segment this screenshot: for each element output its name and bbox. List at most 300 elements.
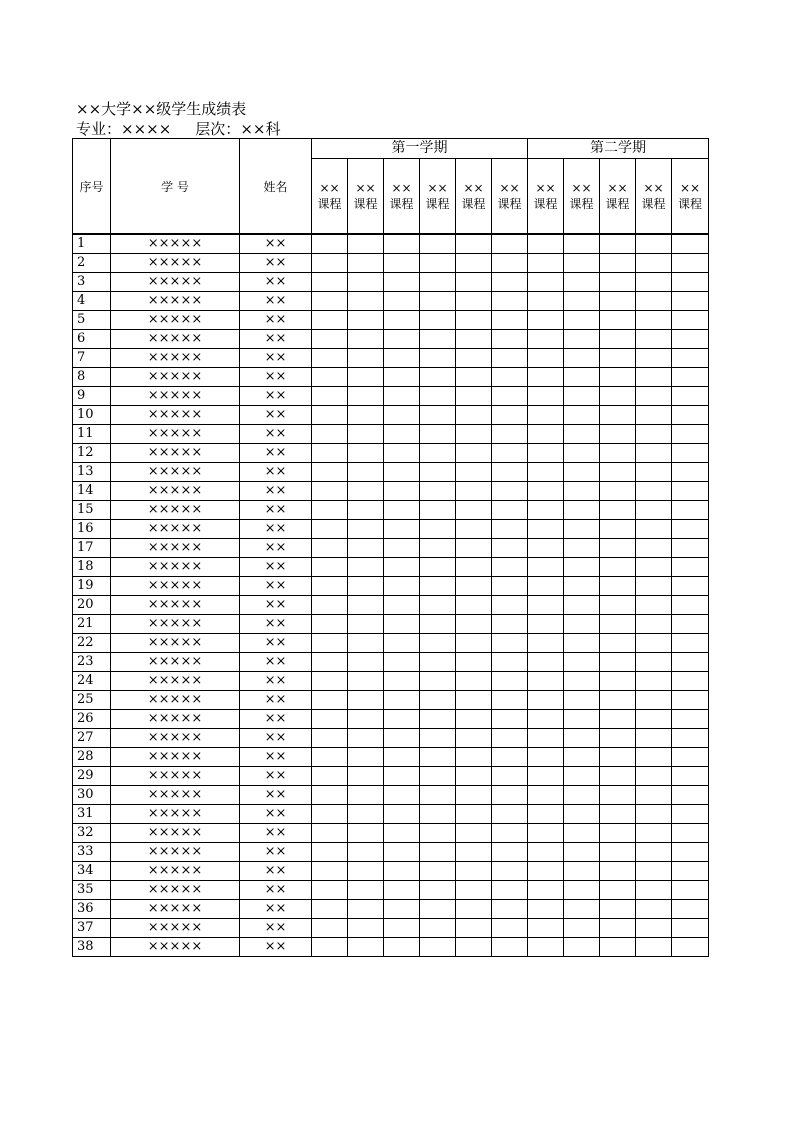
grade-cell xyxy=(528,710,564,729)
grade-cell xyxy=(456,805,492,824)
grade-cell xyxy=(600,406,636,425)
row-number: 18 xyxy=(73,558,111,577)
grade-cell xyxy=(636,254,672,273)
grade-cell xyxy=(492,292,528,311)
student-id-cell: ××××× xyxy=(111,235,240,254)
grade-cell xyxy=(456,938,492,957)
grade-cell xyxy=(564,463,600,482)
table-row xyxy=(73,843,709,862)
grade-cell xyxy=(600,691,636,710)
grade-cell xyxy=(564,558,600,577)
row-number: 7 xyxy=(73,349,111,368)
grade-cell xyxy=(528,482,564,501)
grade-cell xyxy=(312,558,348,577)
grade-cell xyxy=(636,653,672,672)
grade-cell xyxy=(348,729,384,748)
course-header xyxy=(348,159,384,234)
student-name-cell: ×× xyxy=(240,425,312,444)
row-number: 28 xyxy=(73,748,111,767)
grade-cell xyxy=(384,748,420,767)
student-name-cell: ×× xyxy=(240,824,312,843)
grade-cell xyxy=(564,539,600,558)
grades-table xyxy=(72,138,709,957)
grade-cell xyxy=(564,900,600,919)
grade-cell xyxy=(420,824,456,843)
course-header xyxy=(636,159,672,234)
student-id-cell: ××××× xyxy=(111,615,240,634)
course-header-prefix: ×× xyxy=(571,181,592,195)
grade-cell xyxy=(420,900,456,919)
grade-cell xyxy=(672,235,709,254)
grade-cell xyxy=(528,919,564,938)
grade-cell xyxy=(492,368,528,387)
grade-cell xyxy=(672,938,709,957)
grade-cell xyxy=(420,235,456,254)
grade-cell xyxy=(600,672,636,691)
grade-cell xyxy=(384,938,420,957)
table-row xyxy=(73,691,709,710)
grade-cell xyxy=(492,729,528,748)
grade-cell xyxy=(384,843,420,862)
grade-cell xyxy=(456,539,492,558)
grade-cell xyxy=(312,900,348,919)
grade-cell xyxy=(492,672,528,691)
grade-cell xyxy=(636,843,672,862)
grade-cell xyxy=(312,824,348,843)
grade-cell xyxy=(636,691,672,710)
grade-cell xyxy=(384,520,420,539)
grade-cell xyxy=(600,729,636,748)
grade-cell xyxy=(672,330,709,349)
grade-cell xyxy=(348,653,384,672)
grade-cell xyxy=(528,425,564,444)
student-id-cell: ××××× xyxy=(111,558,240,577)
course-header-label: 课程 xyxy=(461,197,486,211)
row-number: 21 xyxy=(73,615,111,634)
grade-cell xyxy=(492,862,528,881)
row-number: 3 xyxy=(73,273,111,292)
course-header xyxy=(312,159,348,234)
header-student-id: 学 号 xyxy=(111,139,240,234)
grade-cell xyxy=(384,368,420,387)
student-id-cell: ××××× xyxy=(111,387,240,406)
grade-cell xyxy=(384,444,420,463)
grade-cell xyxy=(564,748,600,767)
grade-cell xyxy=(348,805,384,824)
grade-cell xyxy=(492,558,528,577)
grade-cell xyxy=(672,444,709,463)
student-id-cell: ××××× xyxy=(111,254,240,273)
grade-cell xyxy=(672,463,709,482)
grade-cell xyxy=(456,387,492,406)
table-row xyxy=(73,254,709,273)
grade-cell xyxy=(312,292,348,311)
student-name-cell: ×× xyxy=(240,235,312,254)
table-row xyxy=(73,900,709,919)
grade-cell xyxy=(528,748,564,767)
grade-cell xyxy=(384,235,420,254)
grade-cell xyxy=(672,843,709,862)
table-row xyxy=(73,463,709,482)
grade-cell xyxy=(492,235,528,254)
table-row xyxy=(73,235,709,254)
grade-cell xyxy=(528,672,564,691)
grade-cell xyxy=(636,311,672,330)
grade-cell xyxy=(384,406,420,425)
grade-cell xyxy=(348,634,384,653)
grade-cell xyxy=(384,273,420,292)
grade-cell xyxy=(384,501,420,520)
row-number: 4 xyxy=(73,292,111,311)
course-header xyxy=(492,159,528,234)
grade-cell xyxy=(528,805,564,824)
student-name-cell: ×× xyxy=(240,539,312,558)
grade-cell xyxy=(492,273,528,292)
grade-cell xyxy=(312,254,348,273)
course-header xyxy=(528,159,564,234)
grade-cell xyxy=(492,653,528,672)
grade-cell xyxy=(564,634,600,653)
grade-cell xyxy=(312,862,348,881)
grade-cell xyxy=(420,615,456,634)
grade-cell xyxy=(384,311,420,330)
grade-cell xyxy=(384,900,420,919)
row-number: 34 xyxy=(73,862,111,881)
row-number: 30 xyxy=(73,786,111,805)
major-label: 专业： xyxy=(76,120,122,138)
table-row xyxy=(73,539,709,558)
grade-cell xyxy=(312,406,348,425)
grade-cell xyxy=(420,881,456,900)
student-name-cell: ×× xyxy=(240,482,312,501)
grade-cell xyxy=(672,900,709,919)
table-row xyxy=(73,748,709,767)
grade-cell xyxy=(348,881,384,900)
grade-cell xyxy=(636,767,672,786)
grade-cell xyxy=(672,539,709,558)
grade-cell xyxy=(492,387,528,406)
grade-cell xyxy=(312,748,348,767)
course-header xyxy=(564,159,600,234)
student-id-cell: ××××× xyxy=(111,748,240,767)
grade-cell xyxy=(636,235,672,254)
grade-cell xyxy=(492,254,528,273)
grade-cell xyxy=(636,444,672,463)
grade-cell xyxy=(420,463,456,482)
grade-cell xyxy=(420,539,456,558)
grade-cell xyxy=(384,919,420,938)
grade-cell xyxy=(456,330,492,349)
grade-cell xyxy=(348,691,384,710)
grade-cell xyxy=(600,862,636,881)
grade-cell xyxy=(348,482,384,501)
grade-cell xyxy=(672,406,709,425)
grade-cell xyxy=(672,501,709,520)
row-number: 15 xyxy=(73,501,111,520)
student-id-cell: ××××× xyxy=(111,292,240,311)
grade-cell xyxy=(384,672,420,691)
grade-cell xyxy=(636,520,672,539)
grade-cell xyxy=(312,653,348,672)
grade-cell xyxy=(420,786,456,805)
grade-cell xyxy=(600,653,636,672)
grade-cell xyxy=(420,729,456,748)
grade-cell xyxy=(528,558,564,577)
grade-cell xyxy=(348,501,384,520)
grade-cell xyxy=(672,634,709,653)
grade-cell xyxy=(564,292,600,311)
row-number: 38 xyxy=(73,938,111,957)
grade-cell xyxy=(348,387,384,406)
grade-cell xyxy=(528,767,564,786)
grade-cell xyxy=(312,843,348,862)
grade-cell xyxy=(384,596,420,615)
student-name-cell: ×× xyxy=(240,767,312,786)
grade-cell xyxy=(420,938,456,957)
grade-cell xyxy=(600,292,636,311)
grade-cell xyxy=(528,596,564,615)
grade-cell xyxy=(600,824,636,843)
student-name-cell: ×× xyxy=(240,558,312,577)
grade-cell xyxy=(492,539,528,558)
grade-cell xyxy=(420,349,456,368)
grade-cell xyxy=(600,482,636,501)
grade-cell xyxy=(636,501,672,520)
grade-cell xyxy=(564,862,600,881)
grade-cell xyxy=(384,786,420,805)
student-id-cell: ××××× xyxy=(111,444,240,463)
grade-cell xyxy=(564,843,600,862)
course-header-label: 课程 xyxy=(497,197,522,211)
grade-cell xyxy=(420,368,456,387)
grade-cell xyxy=(456,444,492,463)
student-name-cell: ×× xyxy=(240,634,312,653)
student-id-cell: ××××× xyxy=(111,482,240,501)
header-semester-1: 第一学期 xyxy=(312,139,528,159)
student-id-cell: ××××× xyxy=(111,938,240,957)
course-header-label: 课程 xyxy=(678,197,703,211)
student-id-cell: ××××× xyxy=(111,368,240,387)
student-id-cell: ××××× xyxy=(111,862,240,881)
grade-cell xyxy=(528,368,564,387)
grade-cell xyxy=(420,672,456,691)
grade-cell xyxy=(528,539,564,558)
grade-cell xyxy=(672,577,709,596)
grade-cell xyxy=(564,349,600,368)
grade-cell xyxy=(672,805,709,824)
course-header xyxy=(384,159,420,234)
table-row xyxy=(73,805,709,824)
grade-cell xyxy=(312,710,348,729)
grade-cell xyxy=(420,577,456,596)
student-id-cell: ××××× xyxy=(111,767,240,786)
grade-cell xyxy=(456,273,492,292)
grade-cell xyxy=(384,767,420,786)
grade-cell xyxy=(672,710,709,729)
grade-cell xyxy=(348,900,384,919)
row-number: 17 xyxy=(73,539,111,558)
row-number: 9 xyxy=(73,387,111,406)
grade-cell xyxy=(420,558,456,577)
grade-cell xyxy=(672,729,709,748)
grade-cell xyxy=(384,577,420,596)
row-number: 23 xyxy=(73,653,111,672)
grade-cell xyxy=(456,558,492,577)
grade-cell xyxy=(636,387,672,406)
grade-cell xyxy=(312,615,348,634)
grade-cell xyxy=(636,425,672,444)
grade-cell xyxy=(600,273,636,292)
grade-cell xyxy=(492,311,528,330)
grade-cell xyxy=(348,577,384,596)
grade-cell xyxy=(312,463,348,482)
grade-cell xyxy=(600,786,636,805)
grade-cell xyxy=(600,805,636,824)
table-row xyxy=(73,406,709,425)
grade-cell xyxy=(600,254,636,273)
grade-cell xyxy=(672,311,709,330)
grade-cell xyxy=(456,653,492,672)
course-header xyxy=(672,159,709,234)
grade-cell xyxy=(636,596,672,615)
grade-cell xyxy=(672,786,709,805)
student-name-cell: ×× xyxy=(240,900,312,919)
student-name-cell: ×× xyxy=(240,786,312,805)
grade-cell xyxy=(492,463,528,482)
course-header-prefix: ×× xyxy=(535,181,556,195)
grade-cell xyxy=(492,444,528,463)
grade-cell xyxy=(564,786,600,805)
student-id-cell: ××××× xyxy=(111,273,240,292)
grade-cell xyxy=(600,843,636,862)
table-row xyxy=(73,558,709,577)
student-name-cell: ×× xyxy=(240,349,312,368)
grade-cell xyxy=(312,330,348,349)
grade-cell xyxy=(636,292,672,311)
grade-cell xyxy=(312,425,348,444)
grade-cell xyxy=(384,691,420,710)
student-id-cell: ××××× xyxy=(111,349,240,368)
student-name-cell: ×× xyxy=(240,463,312,482)
grade-cell xyxy=(420,311,456,330)
grade-cell xyxy=(600,900,636,919)
grade-cell xyxy=(420,406,456,425)
grade-cell xyxy=(420,330,456,349)
grade-cell xyxy=(492,615,528,634)
grade-cell xyxy=(600,520,636,539)
row-number: 26 xyxy=(73,710,111,729)
grade-cell xyxy=(384,824,420,843)
table-row xyxy=(73,596,709,615)
grade-cell xyxy=(672,691,709,710)
student-id-cell: ××××× xyxy=(111,672,240,691)
table-row xyxy=(73,482,709,501)
grade-cell xyxy=(528,938,564,957)
grade-cell xyxy=(636,862,672,881)
table-row xyxy=(73,881,709,900)
row-number: 2 xyxy=(73,254,111,273)
grade-cell xyxy=(528,729,564,748)
student-name-cell: ×× xyxy=(240,311,312,330)
grade-cell xyxy=(384,710,420,729)
grade-cell xyxy=(384,862,420,881)
grade-cell xyxy=(564,387,600,406)
grade-cell xyxy=(456,425,492,444)
student-name-cell: ×× xyxy=(240,862,312,881)
grade-cell xyxy=(492,824,528,843)
grade-cell xyxy=(384,615,420,634)
grade-cell xyxy=(636,577,672,596)
row-number: 1 xyxy=(73,235,111,254)
course-header-label: 课程 xyxy=(569,197,594,211)
course-header-label: 课程 xyxy=(641,197,666,211)
student-name-cell: ×× xyxy=(240,938,312,957)
grade-cell xyxy=(348,406,384,425)
grade-cell xyxy=(492,406,528,425)
grade-cell xyxy=(528,330,564,349)
row-number: 25 xyxy=(73,691,111,710)
grade-cell xyxy=(528,520,564,539)
table-row xyxy=(73,786,709,805)
course-header-prefix: ×× xyxy=(463,181,484,195)
grade-cell xyxy=(384,349,420,368)
grade-cell xyxy=(384,425,420,444)
grade-cell xyxy=(456,710,492,729)
grade-cell xyxy=(528,653,564,672)
grade-cell xyxy=(564,577,600,596)
row-number: 20 xyxy=(73,596,111,615)
grade-cell xyxy=(420,482,456,501)
grade-cell xyxy=(348,349,384,368)
grade-cell xyxy=(456,292,492,311)
grade-cell xyxy=(528,634,564,653)
student-name-cell: ×× xyxy=(240,691,312,710)
table-row xyxy=(73,634,709,653)
student-id-cell: ××××× xyxy=(111,406,240,425)
grade-cell xyxy=(636,273,672,292)
grade-cell xyxy=(672,862,709,881)
grade-cell xyxy=(600,387,636,406)
grade-cell xyxy=(420,501,456,520)
student-name-cell: ×× xyxy=(240,501,312,520)
grade-cell xyxy=(348,463,384,482)
grade-cell xyxy=(456,919,492,938)
grade-cell xyxy=(348,862,384,881)
grade-cell xyxy=(564,368,600,387)
grade-cell xyxy=(600,919,636,938)
student-id-cell: ××××× xyxy=(111,881,240,900)
grade-cell xyxy=(348,292,384,311)
grade-cell xyxy=(564,881,600,900)
table-row xyxy=(73,615,709,634)
course-header-label: 课程 xyxy=(425,197,450,211)
course-header-label: 课程 xyxy=(317,197,342,211)
grade-cell xyxy=(456,311,492,330)
grade-cell xyxy=(636,482,672,501)
grade-cell xyxy=(420,862,456,881)
student-name-cell: ×× xyxy=(240,729,312,748)
grade-cell xyxy=(600,596,636,615)
grade-cell xyxy=(528,577,564,596)
grade-cell xyxy=(456,482,492,501)
student-id-cell: ××××× xyxy=(111,805,240,824)
grade-cell xyxy=(348,919,384,938)
grade-cell xyxy=(420,653,456,672)
grade-cell xyxy=(312,691,348,710)
grade-cell xyxy=(564,767,600,786)
grade-cell xyxy=(636,900,672,919)
grade-cell xyxy=(384,254,420,273)
